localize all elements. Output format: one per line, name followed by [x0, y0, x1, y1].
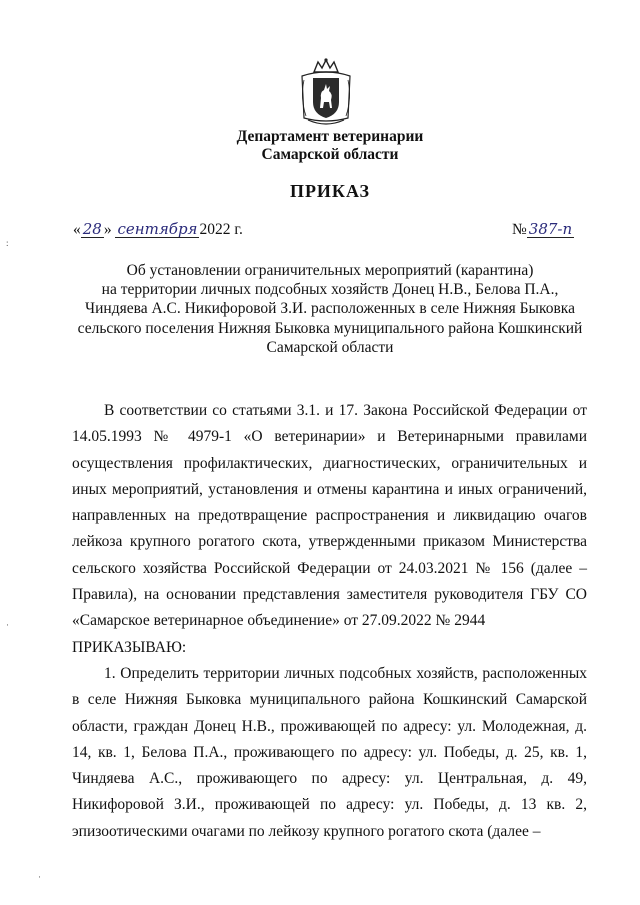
- date-month-handwritten: сентября: [117, 220, 198, 238]
- document-title: ПРИКАЗ: [289, 181, 371, 201]
- department-line-2: Самарской области: [261, 146, 399, 163]
- subject-line-5: Самарской области: [266, 338, 394, 356]
- body-paragraph-2: 1. Определить территории личных подсобных хозяйств, расположенных в селе Нижняя Быковка муниципального района Кошкинский Самарской области, граждан Донец Н.В., проживающей по адресу: ул. Молодежная, д. 14, кв. 1, Белова П.А., проживающего по адресу: ул. Победы, д. 25, кв. 1, Чиндяева А.С., проживающего по адресу: ул. Центральная, д. 49, Никифоровой З.И., проживающей по адресу: ул. Победы, д. 13 кв. 2, эпизоотическими очагами по лейкозу крупного рогатого скота (далее –: [72, 664, 587, 840]
- order-subject: [70, 261, 590, 357]
- order-word: ПРИКАЗЫВАЮ:: [72, 638, 187, 656]
- date-year: 2022 г.: [199, 221, 243, 238]
- order-date: [73, 221, 243, 239]
- date-close-quote: »: [103, 221, 112, 238]
- subject-line-2: на территории личных подсобных хозяйств Донец Н.В., Белова П.А.,: [101, 281, 559, 299]
- samara-coat-of-arms-icon: [296, 58, 356, 128]
- margin-mark: ·: [38, 872, 41, 882]
- subject-line-3: Чиндяева А.С. Никифоровой З.И. расположенных в селе Нижняя Быковка: [85, 300, 575, 318]
- department-name: [180, 128, 480, 164]
- margin-mark: :: [6, 238, 9, 248]
- date-day-handwritten: 28: [82, 220, 102, 238]
- number-value-handwritten: 387-п: [528, 220, 573, 238]
- department-line-1: Департамент ветеринарии: [236, 128, 424, 145]
- order-body: [72, 398, 587, 845]
- number-sign: №: [512, 221, 527, 238]
- subject-line-1: Об установлении ограничительных мероприятий (карантина): [126, 262, 534, 279]
- date-open-quote: «: [73, 221, 81, 238]
- order-number: [512, 221, 574, 239]
- margin-mark: ·: [6, 620, 9, 630]
- subject-line-4: сельского поселения Нижняя Быковка муниципального района Кошкинский: [77, 319, 583, 337]
- body-paragraph-1: В соответствии со статьями 3.1. и 17. Закона Российской Федерации от 14.05.1993 № 4979-1 «О ветеринарии» и Ветеринарными правилами осуществления профилактических, диагностических, ограничительных и иных мероприятий, установления и отмены карантина и иных ограничений, направленных на предотвращение распространения и ликвидацию очагов лейкоза крупного рогатого скота, утвержденными приказом Министерства сельского хозяйства Российской Федерации от 24.03.2021 № 156 (далее – Правила), на основании представления заместителя руководителя ГБУ СО «Самарское ветеринарное объединение» от 27.09.2022 № 2944: [72, 402, 587, 630]
